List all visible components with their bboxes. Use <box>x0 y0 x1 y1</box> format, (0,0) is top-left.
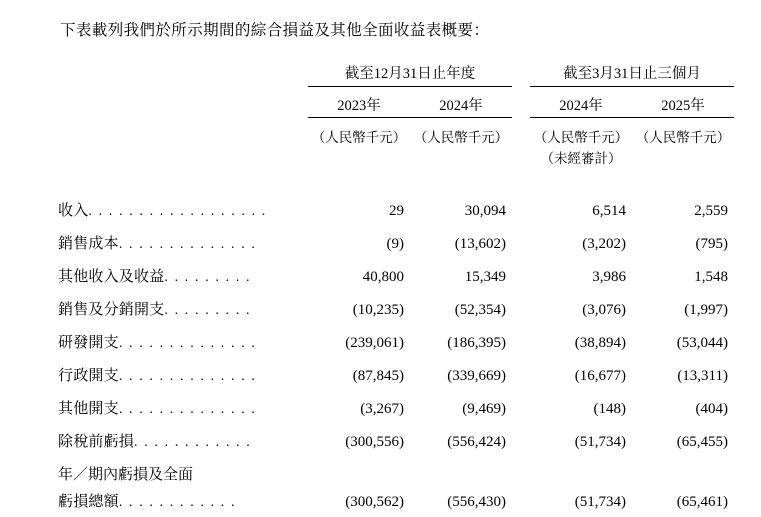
group-header-annual: 截至12月31日止年度 <box>344 66 476 82</box>
leader-dots: . . . . . . . . . . . . . . <box>118 402 257 417</box>
row-value: (13,602) <box>454 236 506 252</box>
row-value: (148) <box>593 401 626 417</box>
unit-subnote-spacer <box>58 146 308 167</box>
table-unit-subnote-row <box>58 146 734 167</box>
row-value: (52,354) <box>454 302 506 318</box>
row-label-total-loss-line1: 年／期內虧損及全面 <box>58 467 194 483</box>
row-label-other-income: 其他收入及收益. . . . . . . . . <box>58 269 252 285</box>
table-row <box>58 484 734 517</box>
table-row <box>58 292 734 325</box>
row-value: (300,562) <box>345 494 404 510</box>
unit-header-gap <box>512 118 530 146</box>
row-label-rnd-expenses: 研發開支. . . . . . . . . . . . . . <box>58 335 257 351</box>
leader-dots: . . . . . . . . . . . . . . . . . . <box>88 204 267 219</box>
year-header-spacer <box>58 87 308 117</box>
table-row <box>58 358 734 391</box>
row-value: (556,430) <box>447 494 506 510</box>
table-year-header-row <box>58 87 734 117</box>
group-header-spacer <box>58 62 308 86</box>
year-header-2025-quarter: 2025年 <box>661 98 705 114</box>
row-value: 2,559 <box>694 203 728 219</box>
intro-paragraph: 下表載列我們於所示期間的綜合損益及其他全面收益表概要： <box>60 22 490 39</box>
row-value: (13,311) <box>677 368 728 384</box>
year-header-2024-annual: 2024年 <box>439 98 483 114</box>
row-value: 15,349 <box>464 269 506 285</box>
row-label-total-loss-line2: 虧損總額. . . . . . . . . . . . <box>58 494 237 510</box>
unit-header-spacer <box>58 118 308 146</box>
row-value: (51,734) <box>574 434 626 450</box>
unit-subnote-empty-1 <box>308 146 410 167</box>
row-label-other-expenses: 其他開支. . . . . . . . . . . . . . <box>58 401 257 417</box>
unit-header-2024-annual: （人民幣千元） <box>413 130 509 145</box>
row-label-loss-before-tax: 除稅前虧損. . . . . . . . . . . . <box>58 434 252 450</box>
table-row <box>58 226 734 259</box>
unit-subnote-gap <box>512 146 530 167</box>
table-row <box>58 391 734 424</box>
row-label-revenue: 收入. . . . . . . . . . . . . . . . . . <box>58 203 267 219</box>
row-value: (87,845) <box>352 368 404 384</box>
group-header-quarter: 截至3月31日止三個月 <box>563 66 701 82</box>
year-header-gap <box>512 87 530 117</box>
row-value: (65,461) <box>676 494 728 510</box>
row-value: (1,997) <box>684 302 728 318</box>
row-value: (16,677) <box>574 368 626 384</box>
row-value: (404) <box>695 401 728 417</box>
table-group-header-row <box>58 62 734 86</box>
row-value: 30,094 <box>464 203 506 219</box>
table-row-final-label <box>58 457 734 484</box>
row-value: (3,076) <box>582 302 626 318</box>
row-value: (9) <box>386 236 404 252</box>
leader-dots: . . . . . . . . . . . . . . <box>118 237 257 252</box>
table-spacer-row <box>58 167 734 193</box>
row-value: 29 <box>389 203 404 219</box>
row-value: (339,669) <box>447 368 506 384</box>
row-label-selling-distribution: 銷售及分銷開支. . . . . . . . . <box>58 302 252 318</box>
unit-header-2025-quarter: （人民幣千元） <box>635 130 731 145</box>
leader-dots: . . . . . . . . . . . . . . <box>118 336 257 351</box>
row-value: (53,044) <box>676 335 728 351</box>
row-value: (51,734) <box>574 494 626 510</box>
row-value: 6,514 <box>592 203 626 219</box>
year-header-2024-quarter: 2024年 <box>559 98 603 114</box>
row-value: (65,455) <box>676 434 728 450</box>
table-unit-header-row <box>58 118 734 146</box>
unit-subnote-empty-2 <box>410 146 512 167</box>
unit-subnote-empty-3 <box>632 146 734 167</box>
leader-dots: . . . . . . . . . . . . <box>118 495 237 510</box>
table-row <box>58 193 734 226</box>
unit-header-2023: （人民幣千元） <box>311 130 407 145</box>
row-value: (38,894) <box>574 335 626 351</box>
leader-dots: . . . . . . . . . . . . . . <box>118 369 257 384</box>
unit-header-2024-quarter: （人民幣千元） <box>533 130 629 145</box>
year-header-2023: 2023年 <box>337 98 381 114</box>
row-value: 1,548 <box>694 269 728 285</box>
row-value: (3,202) <box>582 236 626 252</box>
row-label-cost-of-sales: 銷售成本. . . . . . . . . . . . . . <box>58 236 257 252</box>
leader-dots: . . . . . . . . . . . . <box>134 435 252 450</box>
row-value: (186,395) <box>447 335 506 351</box>
financial-summary-table <box>58 62 734 517</box>
row-value: (3,267) <box>360 401 404 417</box>
group-header-gap <box>512 62 530 86</box>
row-value: (795) <box>695 236 728 252</box>
row-value: (9,469) <box>462 401 506 417</box>
unit-subnote-unaudited: （未經審計） <box>540 151 622 166</box>
row-value: (10,235) <box>352 302 404 318</box>
table-row <box>58 424 734 457</box>
row-value: 3,986 <box>592 269 626 285</box>
table-row <box>58 259 734 292</box>
row-value: 40,800 <box>362 269 404 285</box>
row-value: (300,556) <box>345 434 404 450</box>
table-row <box>58 325 734 358</box>
leader-dots: . . . . . . . . . <box>164 270 252 285</box>
row-label-admin-expenses: 行政開支. . . . . . . . . . . . . . <box>58 368 257 384</box>
row-value: (556,424) <box>447 434 506 450</box>
leader-dots: . . . . . . . . . <box>164 303 252 318</box>
row-value: (239,061) <box>345 335 404 351</box>
